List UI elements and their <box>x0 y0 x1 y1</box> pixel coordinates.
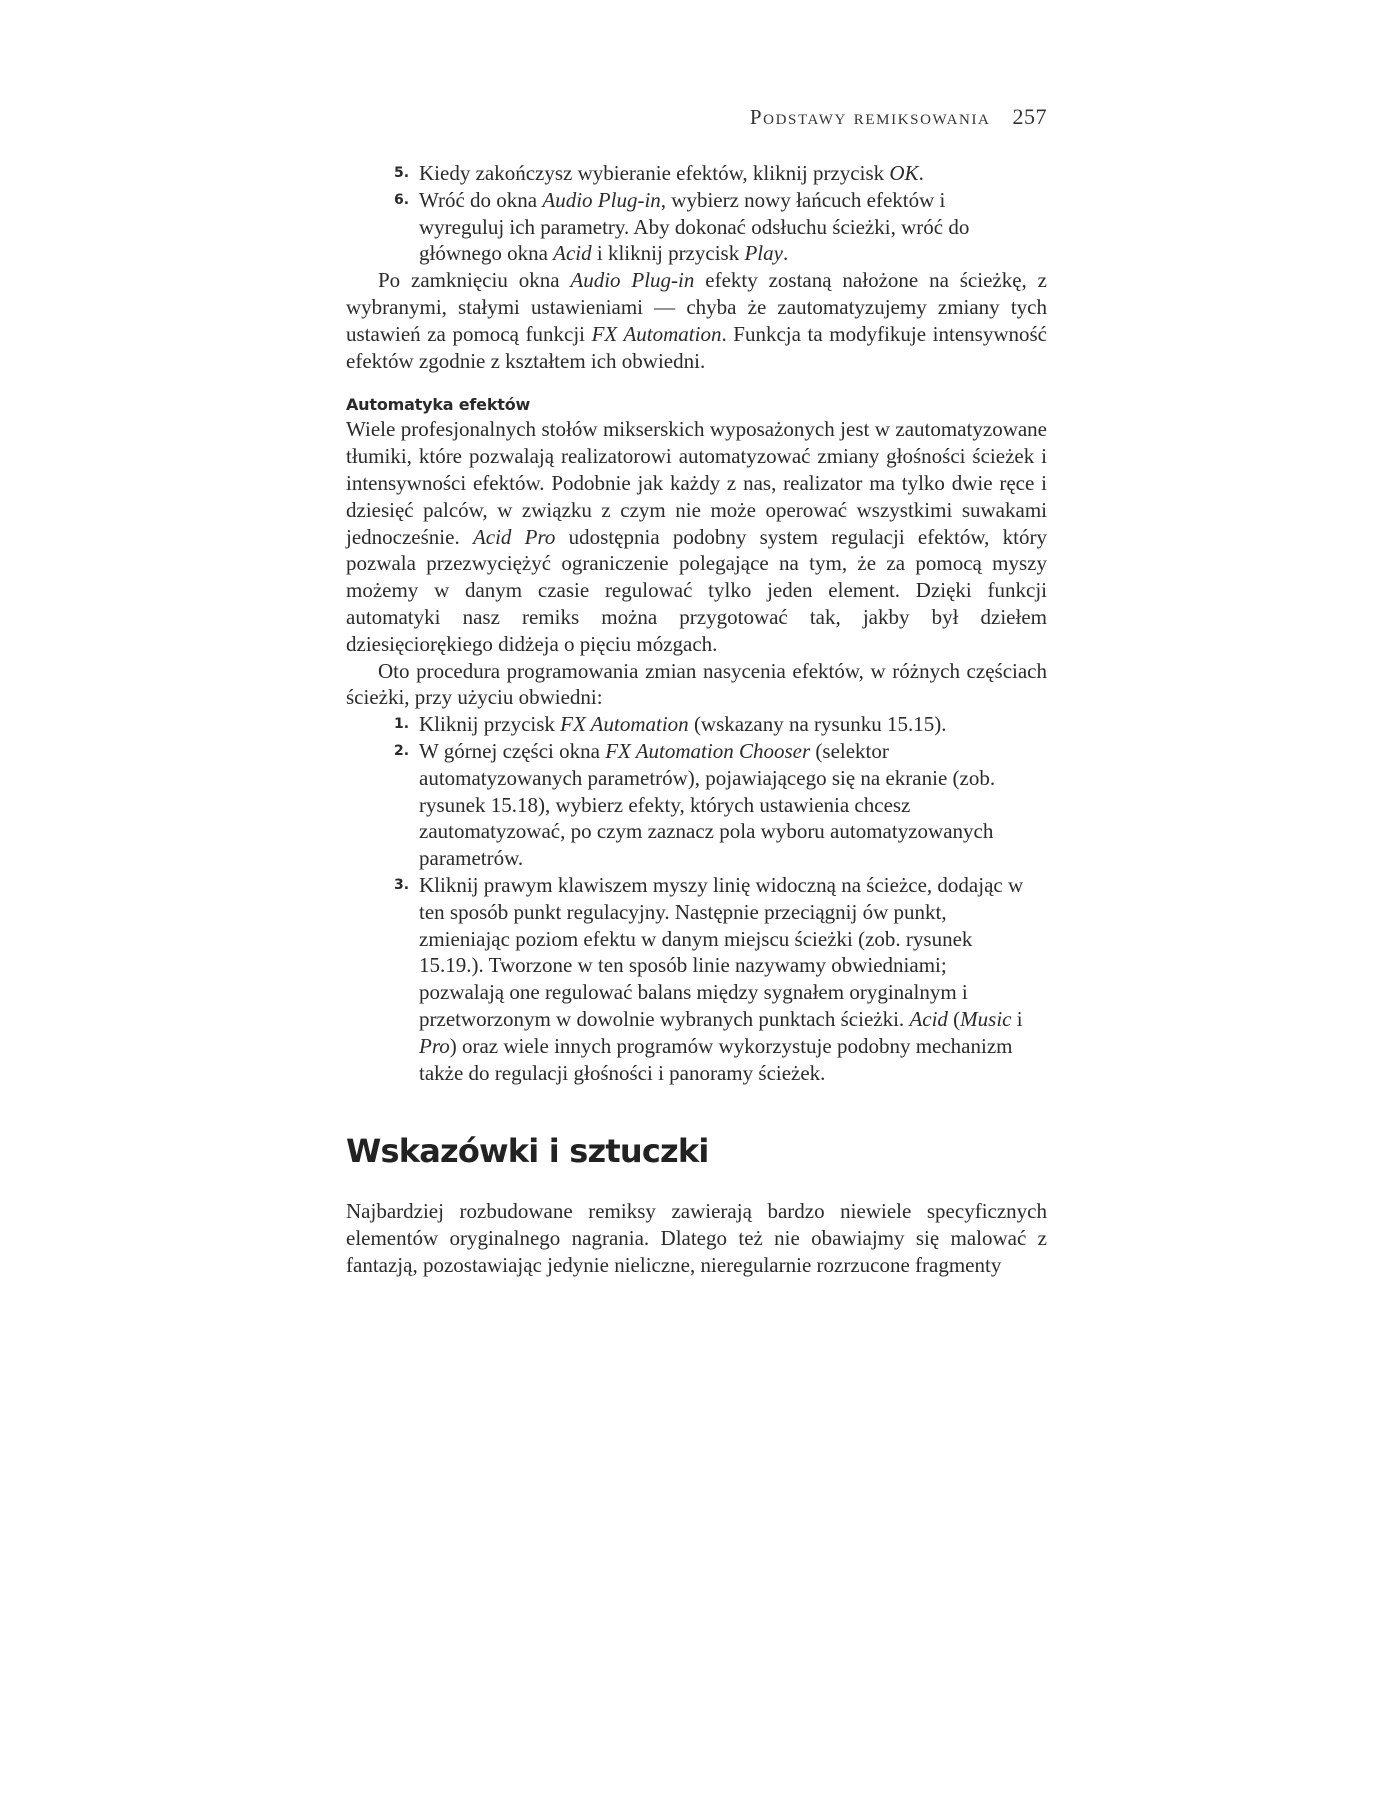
italic-term: Play <box>744 241 783 266</box>
italic-term: Audio Plug-in <box>542 187 661 212</box>
italic-term: FX Automation <box>591 321 722 346</box>
list-number: 5. <box>394 165 410 181</box>
list-item <box>346 738 1047 872</box>
paragraph-automation <box>346 416 1047 657</box>
text-run: Kliknij prawym klawiszem myszy linię widoczną na ścieżce, dodając w ten sposób punkt regulacyjny. Następnie przeciągnij ów punkt, zmieniając poziom efektu w danym miejscu ścieżki (zob. rysunek 15.19.). Tworzone w ten sposób linie nazywamy obwiedniami; pozwalają one regulować balans między sygnałem oryginalnym i przetworzonym w dowolnie wybranych punktach ścieżki. <box>419 872 1024 1031</box>
text-run: (wskazany na rysunku 15.15). <box>688 712 947 737</box>
text-run: . <box>918 161 924 185</box>
text-run: W górnej części okna <box>419 738 606 763</box>
text-run: ) oraz wiele innych programów wykorzystuje podobny mechanizm także do regulacji głośności i panoramy ścieżek. <box>419 1033 1013 1085</box>
text-run: udostępnia podobny system regulacji efektów, który pozwala przezwyciężyć ograniczenie polegające na tym, że za pomocą myszy możemy w danym czasie regulować tylko jeden element. Dzięki funkcji automatyki nasz remiks można przygotować tak, jakby był dziełem dziesięciorękiego didżeja o pięciu mózgach. <box>346 524 1047 656</box>
list-item-text <box>419 739 995 870</box>
italic-term: Music <box>960 1006 1012 1031</box>
text-run: (selektor automatyzowanych parametrów), pojawiającego się na ekranie (zob. rysunek 15.18), wybierz efekty, których ustawienia chcesz zautomatyzować, po czym zaznacz pola wyboru automatyzowanych parametrów. <box>419 738 996 871</box>
list-item-text <box>419 873 1023 1085</box>
list-item <box>346 711 1047 738</box>
text-run: efekty zostaną nałożone na ścieżkę, z wybranymi, stałymi ustawieniami — chyba że zautomatyzujemy zmiany tych ustawień za pomocą funkcji <box>346 268 1047 346</box>
steps-list-top <box>346 160 1047 267</box>
subheading-automation: Automatyka efektów <box>346 395 531 415</box>
page-number: 257 <box>1012 104 1047 129</box>
text-run: ( <box>947 1006 961 1031</box>
text-run: Wróć do okna <box>419 187 543 212</box>
paragraph-procedure <box>346 658 1047 712</box>
text-run: . Funkcja ta modyfikuje intensywność efektów zgodnie z kształtem ich obwiedni. <box>346 321 1047 373</box>
text-run: Oto procedura programowania zmian nasycenia efektów, w różnych częściach ścieżki, przy użyciu obwiedni: <box>346 658 1047 710</box>
italic-term: Acid Pro <box>472 524 556 549</box>
text-run: Po zamknięciu okna <box>378 268 571 293</box>
italic-term: Acid <box>909 1006 948 1031</box>
section-heading: Wskazówki i sztuczki <box>346 1132 709 1171</box>
list-item-text <box>419 161 924 185</box>
paragraph-tips <box>346 1198 1047 1278</box>
text-run: , wybierz nowy łańcuch efektów i wyreguluj ich parametry. Aby dokonać odsłuchu ścieżki, wróć do głównego okna <box>419 187 970 266</box>
text-block <box>346 160 1047 1279</box>
list-number: 2. <box>394 742 410 759</box>
italic-term: Audio Plug-in <box>570 268 695 293</box>
paragraph-after-steps <box>346 267 1047 374</box>
list-item <box>346 160 1047 187</box>
text-run: Najbardziej rozbudowane remiksy zawierają bardzo niewiele specyficznych elementów oryginalnego nagrania. Dlatego też nie obawiajmy się malować z fantazją, pozostawiając jedynie nieliczne, nieregularnie rozrzucone fragmenty <box>346 1199 1047 1277</box>
steps-list-procedure <box>346 711 1047 1086</box>
list-item-text <box>419 188 969 266</box>
italic-term: Pro <box>419 1033 450 1058</box>
list-item <box>346 187 1047 267</box>
list-number: 6. <box>394 191 410 208</box>
text-run: . <box>782 241 789 266</box>
list-item-text <box>419 712 946 736</box>
text-run: Kiedy zakończysz wybieranie efektów, kliknij przycisk <box>419 161 890 185</box>
text-run: Kliknij przycisk <box>419 712 561 737</box>
italic-term: OK <box>889 161 919 185</box>
text-run: i <box>1011 1006 1023 1031</box>
italic-term: FX Automation <box>560 712 689 737</box>
text-run: Wiele profesjonalnych stołów mikserskich wyposażonych jest w zautomatyzowane tłumiki, które pozwalają realizatorowi automatyzować zmiany głośności ścieżek i intensywności efektów. Podobnie jak każdy z nas, realizator ma tylko dwie ręce i dziesięć palców, w związku z czym nie może operować wszystkimi suwakami jednocześnie. <box>346 417 1047 549</box>
text-run: i kliknij przycisk <box>591 241 745 266</box>
list-number: 3. <box>394 876 410 893</box>
italic-term: Acid <box>553 241 592 266</box>
running-title: Podstawy remiksowania <box>749 105 991 129</box>
list-number: 1. <box>394 716 410 733</box>
italic-term: FX Automation Chooser <box>605 738 811 763</box>
running-header <box>346 104 1047 130</box>
list-item <box>346 872 1047 1086</box>
